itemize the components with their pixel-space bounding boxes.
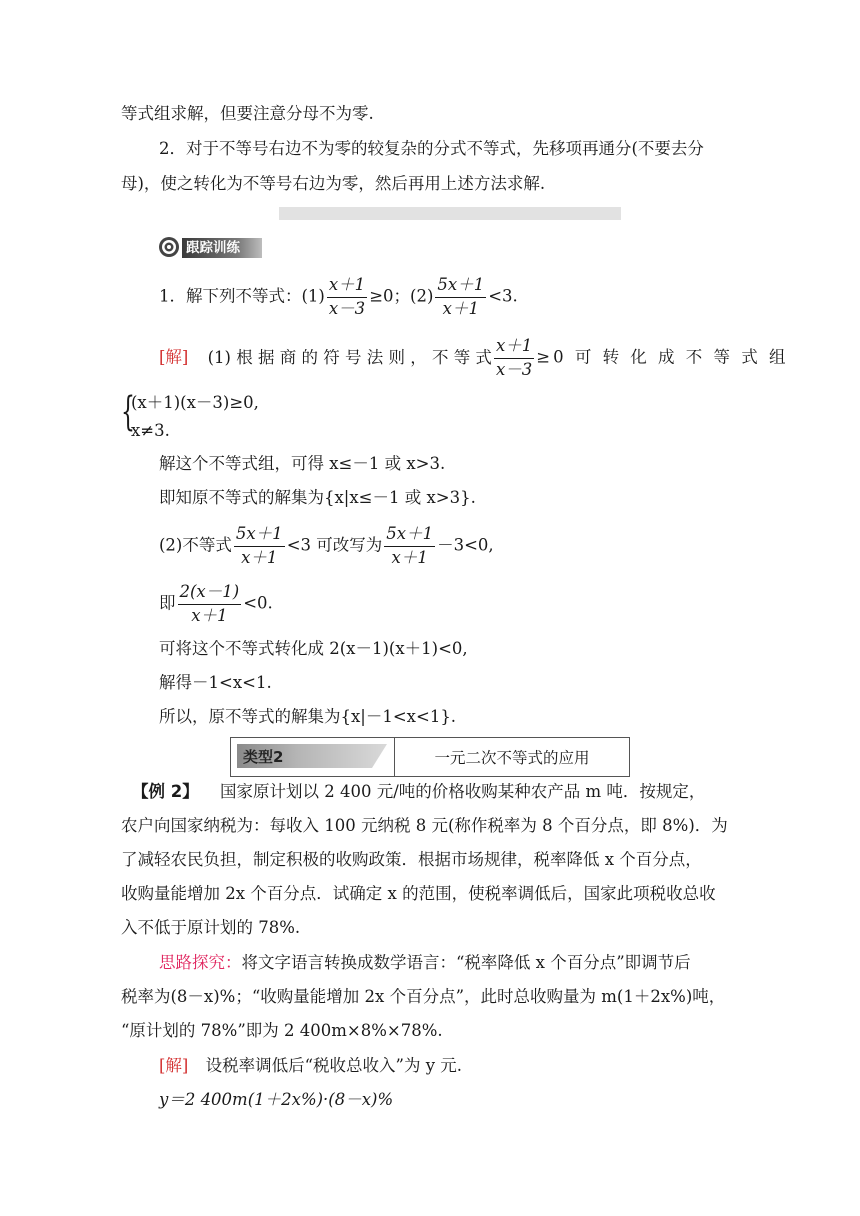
fraction: $\frac{x+1}{x-3}$ [495,336,533,379]
text-line: 解这个不等式组，可得 x≤－1 或 x>3. [159,454,446,473]
exercise-suffix: <3. [488,286,518,306]
text: 即 [159,593,176,613]
text: 设税率调低后“税收总收入”为 y 元. [205,1056,463,1075]
solution-line [159,1058,462,1075]
example-line: 收购量能增加 2x 个百分点．试确定 x 的范围，使税率调低后，国家此项税收总收 [121,884,716,903]
exercise-mid: ≥0；(2) [369,286,434,306]
solution-line [159,338,789,378]
solution-text: (1) 根 据 商 的 符 号 法 则 ， 不 等 式 [207,347,492,367]
example-line: 了减轻农民负担，制定积极的收购政策．根据市场规律，税率降低 x 个百分点， [121,850,702,869]
type-tag-cell [231,738,395,776]
thinking-line: 税率为(8－x)%；“收购量能增加 2x 个百分点”，此时总收购量为 m(1＋2x%)吨， [121,987,726,1006]
fraction: $\frac{5x+1}{x+1}$ [235,524,283,567]
example-tag: 【例 2】 [132,782,199,801]
text-line: 2．对于不等号右边不为零的较复杂的分式不等式，先移项再通分(不要去分 [159,139,704,158]
text-line [159,584,273,624]
fraction: $\frac{2(x-1)}{x+1}$ [179,582,240,625]
fraction: $\frac{5x+1}{x+1}$ [437,275,485,318]
example-line: 入不低于原计划的 78%. [121,918,301,937]
text-line: 母)，使之转化为不等号右边为零，然后再用上述方法求解. [121,174,546,193]
text: <0. [243,593,273,613]
text-line [159,526,494,566]
type-tag-label: 类型2 [243,748,284,766]
thinking-line: “原计划的 78%”即为 2 400m×8%×78%. [121,1021,443,1040]
section-label: 跟踪训练 [182,238,262,258]
formula-line: y＝2 400m(1＋2x%)·(8－x)% [159,1090,394,1109]
system-line: x≠3. [131,421,170,440]
system-line: (x＋1)(x－3)≥0, [131,393,259,412]
example-line [132,784,705,801]
text: <3 可改写为 [286,535,383,555]
text-line: 即知原不等式的解集为{x|x≤－1 或 x>3}. [159,488,476,507]
solution-tag: [解] [159,1056,189,1075]
thinking-tag: 思路探究： [159,953,242,972]
text: 将文字语言转换成数学语言：“税率降低 x 个百分点”即调节后 [241,953,691,972]
type-header [230,737,630,777]
type-title: 一元二次不等式的应用 [434,749,590,767]
text-line: 可将这个不等式转化成 2(x－1)(x＋1)<0, [159,639,468,658]
section-divider [279,207,621,220]
text: (2)不等式 [159,535,232,555]
exercise-prefix: 1．解下列不等式：(1) [159,286,325,306]
text-line: 所以，原不等式的解集为{x|－1<x<1}. [159,707,457,726]
text-line: 等式组求解，但要注意分母不为零. [121,104,374,123]
text: －3<0, [437,535,494,555]
text-line: 解得－1<x<1. [159,673,272,692]
solution-tag: [解] [159,347,189,367]
thinking-line [159,955,691,972]
fraction: $\frac{x+1}{x-3}$ [328,275,366,318]
system-brace: { [121,389,135,435]
target-icon [158,236,180,258]
fraction: $\frac{5x+1}{x+1}$ [386,524,434,567]
example-line: 农户向国家纳税为：每收入 100 元纳税 8 元(称作税率为 8 个百分点，即 8%)．为 [121,816,728,835]
text: 国家原计划以 2 400 元/吨的价格收购某种农产品 m 吨．按规定， [219,782,706,801]
exercise-statement [159,277,518,317]
solution-text: ≥0 可 转 化 成 不 等 式 组 [536,347,789,367]
